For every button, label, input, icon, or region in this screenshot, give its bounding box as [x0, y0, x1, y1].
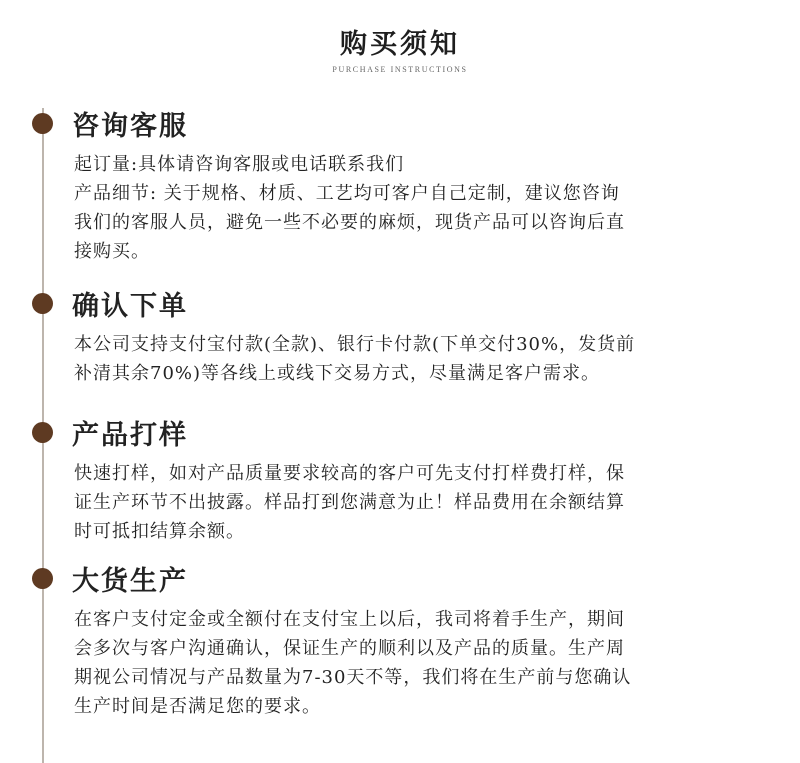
page-subtitle: PURCHASE INSTRUCTIONS	[332, 65, 468, 74]
section-body	[74, 605, 774, 721]
timeline-dot-icon	[32, 113, 53, 134]
section-title: 确认下单	[72, 291, 188, 322]
section-line: 起订量:具体请咨询客服或电话联系我们	[74, 154, 405, 175]
section-title: 咨询客服	[72, 111, 188, 142]
section-line: 快速打样，如对产品质量要求较高的客户可先支付打样费打样，保	[74, 463, 625, 484]
section-line: 我们的客服人员，避免一些不必要的麻烦，现货产品可以咨询后直	[74, 212, 625, 233]
section-line: 补清其余70%)等各线上或线下交易方式，尽量满足客户需求。	[74, 363, 601, 384]
section-line: 本公司支持支付宝付款(全款)、银行卡付款(下单交付30%，发货前	[74, 334, 636, 355]
section-line: 产品细节: 关于规格、材质、工艺均可客户自己定制，建议您咨询	[74, 183, 620, 204]
page-title: 购买须知	[340, 29, 460, 60]
section-line: 会多次与客户沟通确认，保证生产的顺利以及产品的质量。生产周	[74, 638, 625, 659]
section-line: 时可抵扣结算余额。	[74, 521, 245, 542]
section-body	[74, 330, 774, 388]
section-title: 产品打样	[72, 420, 188, 451]
timeline-dot-icon	[32, 422, 53, 443]
section-line: 期视公司情况与产品数量为7-30天不等，我们将在生产前与您确认	[74, 667, 632, 688]
section-line: 证生产环节不出披露。样品打到您满意为止！样品费用在余额结算	[74, 492, 625, 513]
section-line: 接购买。	[74, 241, 150, 262]
page-header	[0, 22, 800, 74]
section-line: 在客户支付定金或全额付在支付宝上以后，我司将着手生产，期间	[74, 609, 625, 630]
timeline-dot-icon	[32, 568, 53, 589]
section-body	[74, 459, 774, 546]
section-line: 生产时间是否满足您的要求。	[74, 696, 321, 717]
timeline-dot-icon	[32, 293, 53, 314]
section-body	[74, 150, 774, 266]
section-title: 大货生产	[72, 566, 188, 597]
